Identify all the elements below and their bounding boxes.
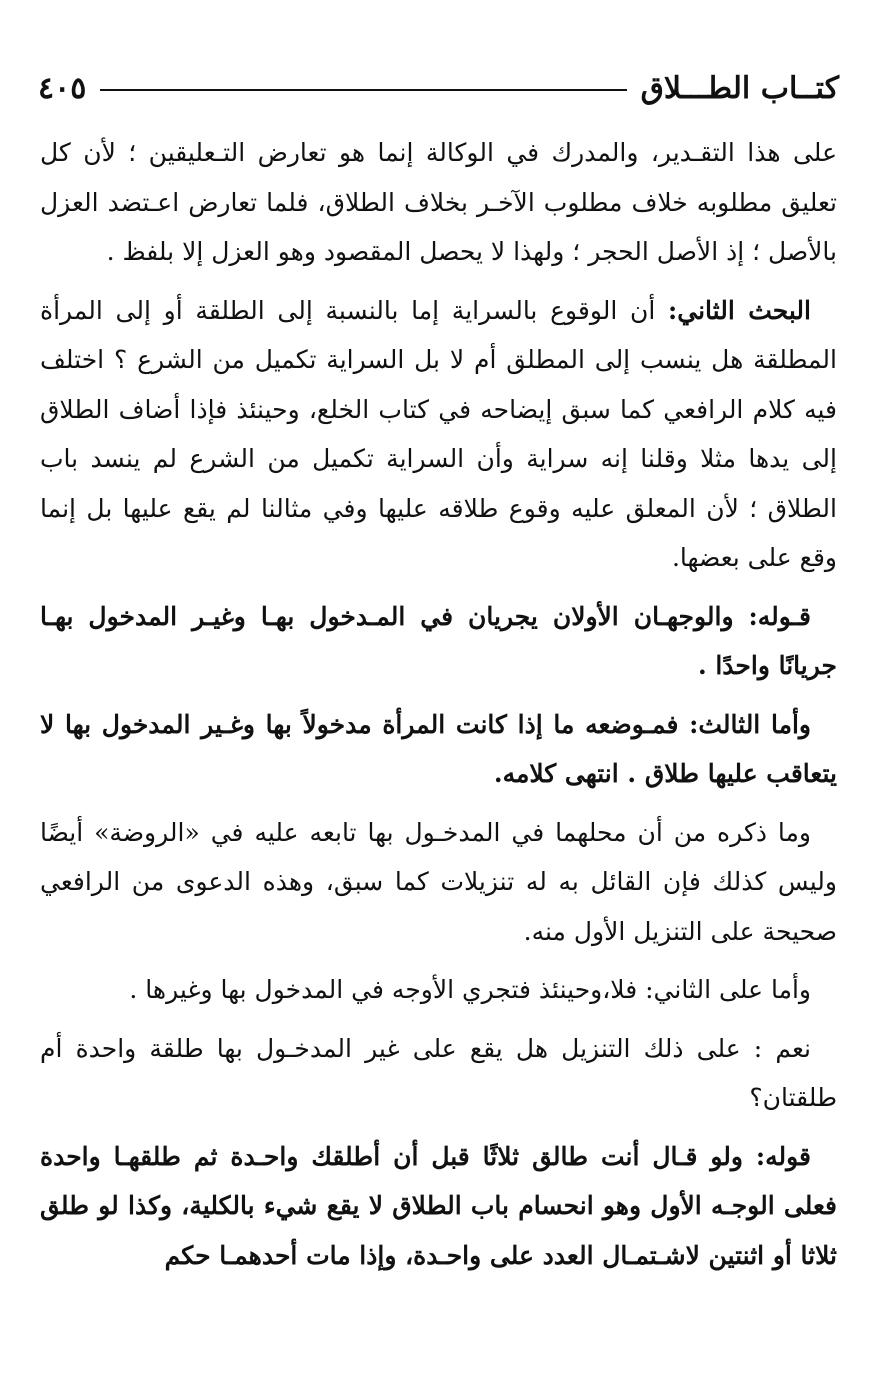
quoted-paragraph bbox=[40, 592, 837, 691]
paragraph-text: على هذا التقـدير، والمدرك في الوكالة إنما هو تعارض التـعليقين ؛ لأن كل تعليق مطلوبه خلاف مطلوب الآخـر بخلاف الطلاق، فلما تعارض اعـتضد العزل بالأصل ؛ إذ الأصل الحجر ؛ ولهذا لا يحصل المقصود وهو العزل إلا بلفظ . bbox=[40, 138, 837, 266]
body-text bbox=[40, 128, 837, 1353]
paragraph-text: قوله: ولو قـال أنت طالق ثلاثًا قبل أن أطلقك واحـدة ثم طلقهـا واحدة فعلى الوجـه الأول وهو انحسام باب الطلاق لا يقع شيء بالكلية، وكذا لو طلق ثلاثا أو اثنتين لاشـتمـال العدد على واحـدة، وإذا مات أحدهمـا حكم bbox=[40, 1141, 837, 1270]
paragraph-text: نعم : على ذلك التنزيل هل يقع على غير المدخـول بها طلقة واحدة أم طلقتان؟ bbox=[40, 1033, 837, 1112]
paragraph bbox=[40, 808, 837, 957]
paragraph-text: أن الوقوع بالسراية إما بالنسبة إلى الطلقة أو إلى المرأة المطلقة هل ينسب إلى المطلق أم لا بل السراية تكميل من الشرع ؟ اختلف فيه كلام الرافعي كما سبق إيضاحه في كتاب الخلع، وحينئذ فإذا أضاف الطلاق إلى يدها مثلا وقلنا إنه سراية وأن السراية تكميل من الشرع لم ينسد باب الطلاق ؛ لأن المعلق عليه وقوع طلاقه عليها وفي مثالنا لم يقع عليها بل إنما وقع على بعضها. bbox=[40, 295, 837, 572]
header-rule bbox=[100, 89, 626, 91]
paragraph bbox=[40, 965, 837, 1015]
paragraph-text: وأما الثالث: فمـوضعه ما إذا كانت المرأة مدخولاً بها وغـير المدخول بها لا يتعاقب عليها طلاق . انتهى كلامه. bbox=[40, 709, 837, 788]
running-header bbox=[38, 66, 839, 110]
page-number: ٤٠٥ bbox=[38, 70, 87, 106]
paragraph-text: قـوله: والوجهـان الأولان يجريان في المـدخول بهـا وغيـر المدخول بهـا جريانًا واحدًا . bbox=[40, 601, 837, 680]
paragraph bbox=[40, 1024, 837, 1123]
paragraph bbox=[40, 128, 837, 277]
paragraph-text: وأما على الثاني: فلا،وحينئذ فتجري الأوجه في المدخول بها وغيرها . bbox=[129, 975, 811, 1004]
book-title: كتــاب الطـــلاق bbox=[640, 70, 839, 106]
paragraph bbox=[40, 286, 837, 583]
paragraph-lead-heading: البحث الثاني: bbox=[668, 295, 811, 325]
quoted-paragraph bbox=[40, 1132, 837, 1281]
paragraph-text: وما ذكره من أن محلهما في المدخـول بها تابعه عليه في «الروضة» أيضًا وليس كذلك فإن القائل به له تنزيلات كما سبق، وهذه الدعوى من الرافعي صحيحة على التنزيل الأول منه. bbox=[40, 817, 837, 946]
quoted-paragraph bbox=[40, 700, 837, 799]
